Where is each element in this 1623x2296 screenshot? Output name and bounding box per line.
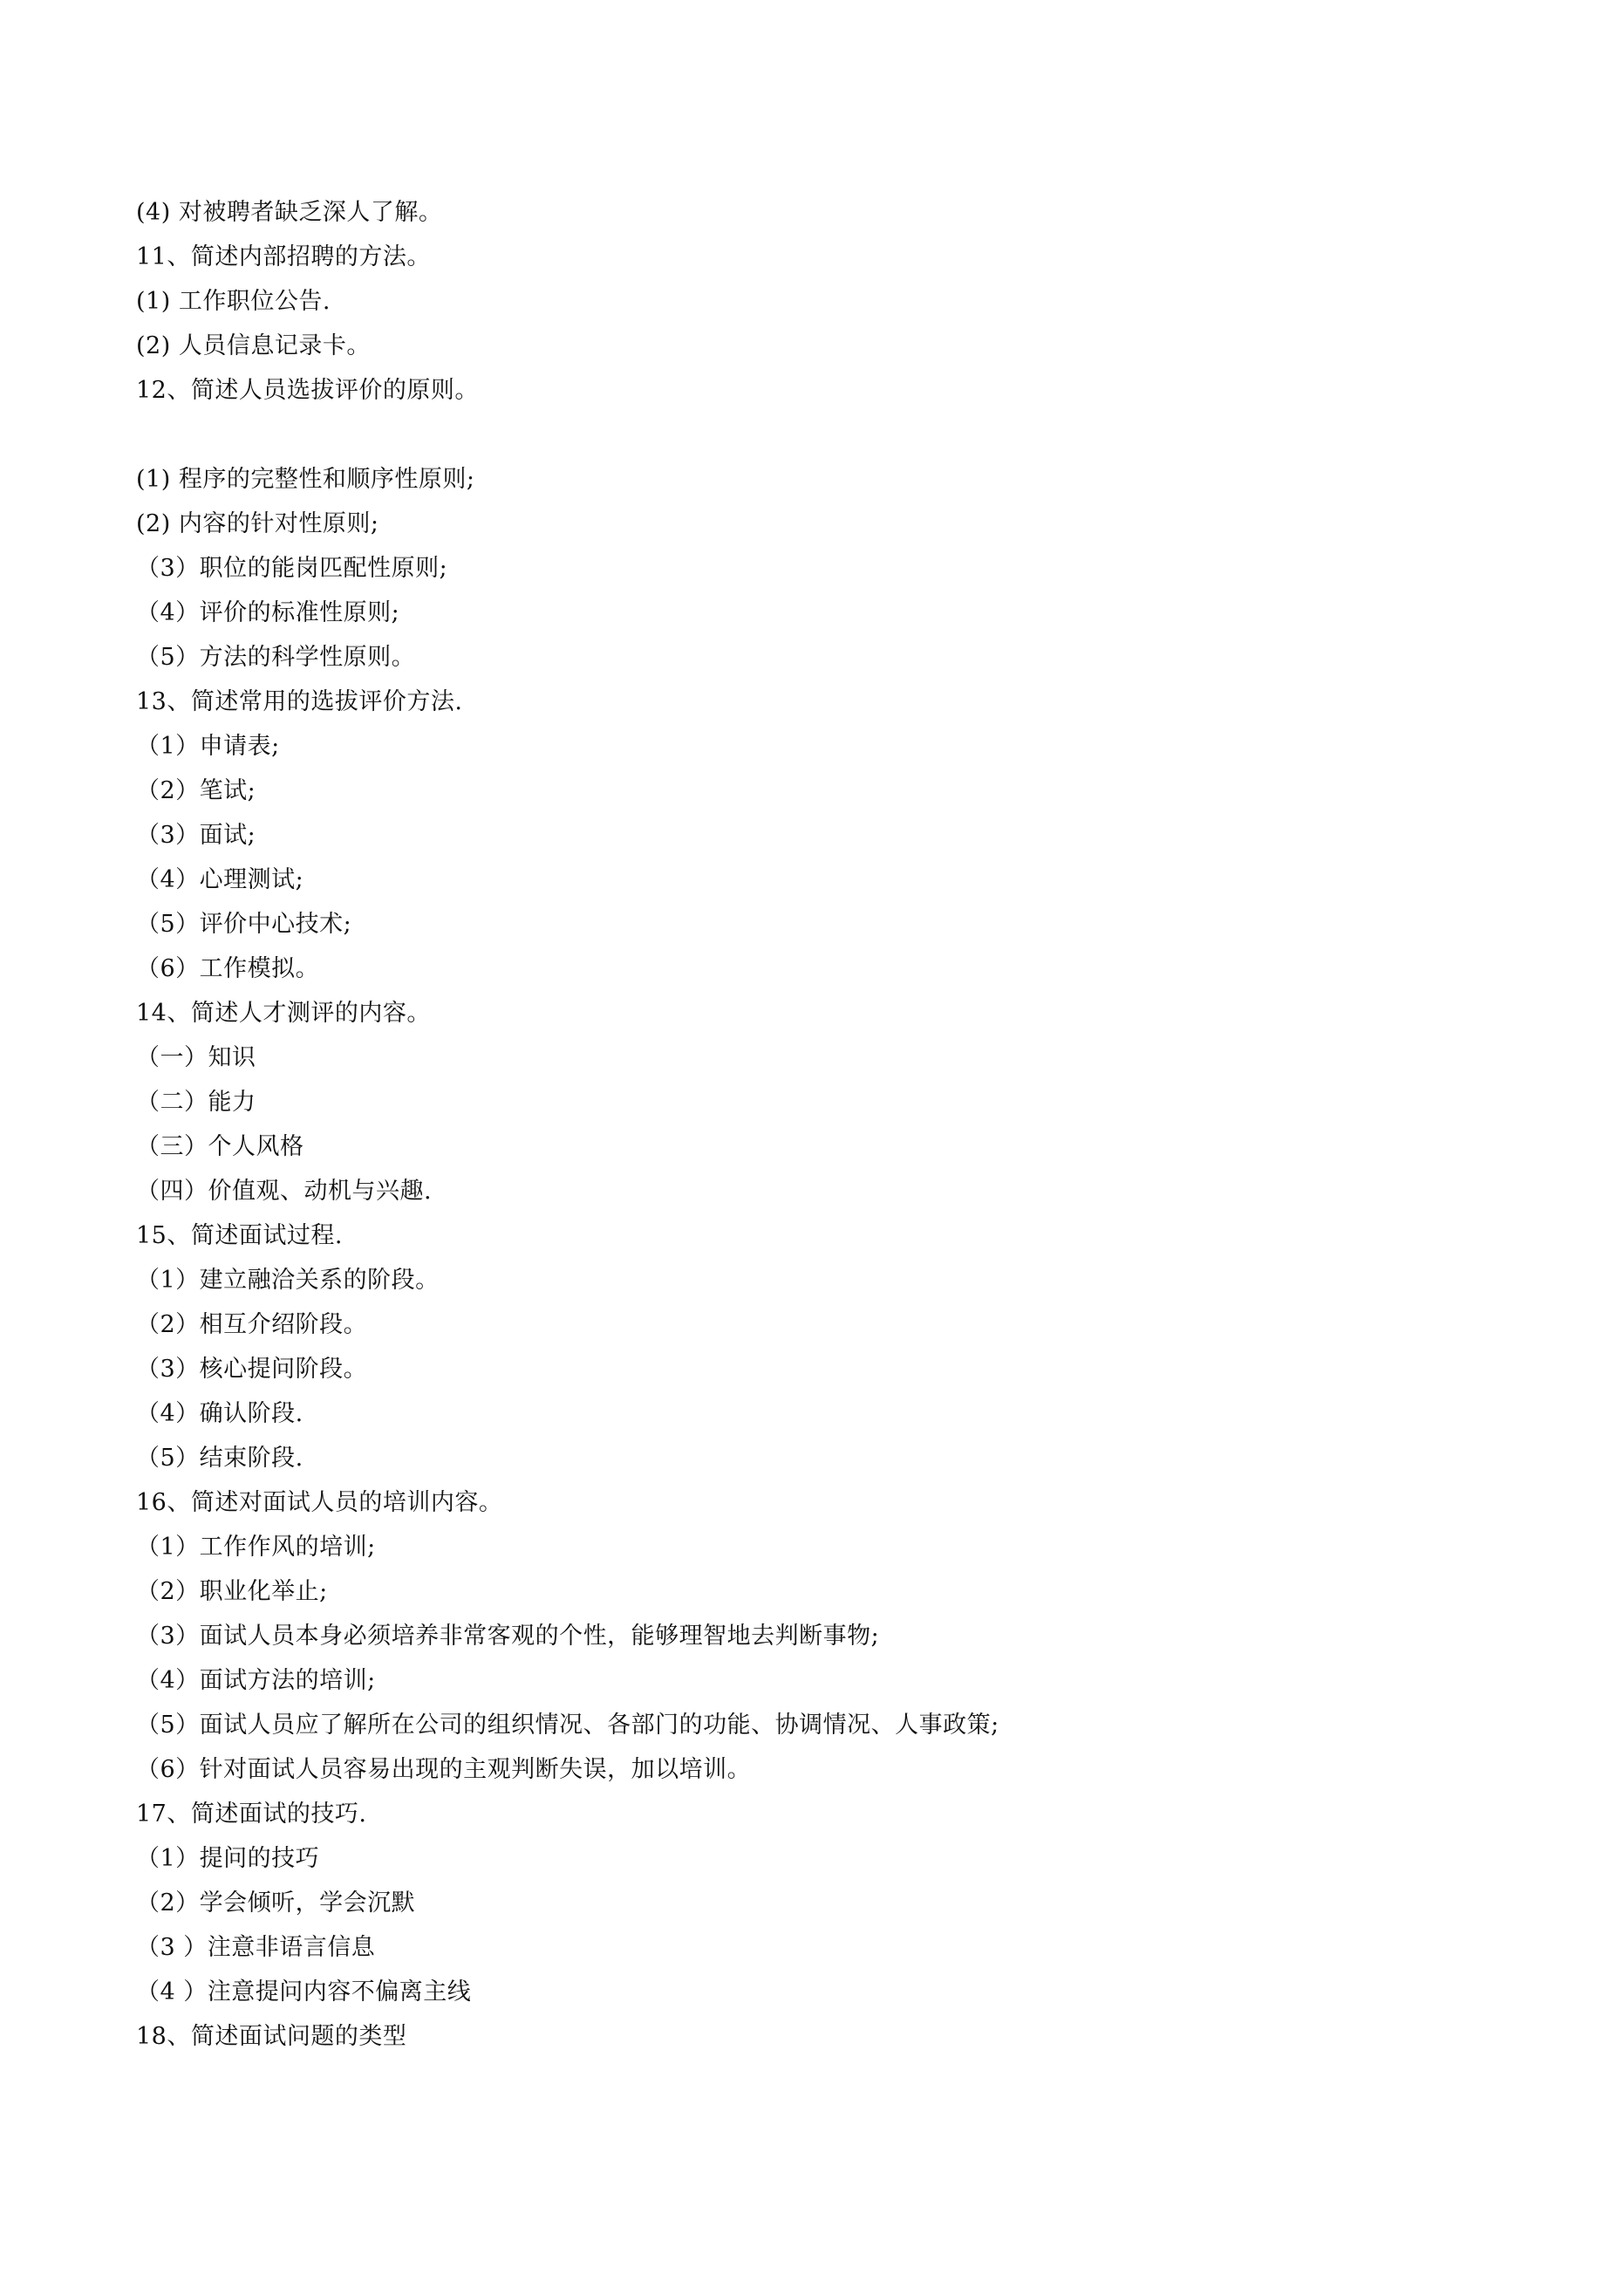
text-line: （3）面试;	[136, 822, 256, 849]
text-line: （2）笔试;	[136, 777, 256, 804]
text-line: （2）职业化举止;	[136, 1578, 328, 1605]
text-line: （5）面试人员应了解所在公司的组织情况、各部门的功能、协调情况、人事政策;	[136, 1712, 999, 1739]
text-line: （2）学会倾听，学会沉默	[136, 1889, 416, 1917]
text-line: （3）职位的能岗匹配性原则;	[136, 555, 448, 582]
text-line: （5）结束阶段.	[136, 1445, 303, 1472]
text-line: （4 ）注意提问内容不偏离主线	[136, 1978, 472, 2006]
text-line: （3 ）注意非语言信息	[136, 1934, 376, 1961]
text-line: （5）方法的科学性原则。	[136, 644, 416, 671]
question-heading: 12、简述人员选拔评价的原则。	[136, 377, 479, 404]
text-line: （四）价值观、动机与兴趣.	[136, 1178, 433, 1205]
question-heading: 16、简述对面试人员的培训内容。	[136, 1489, 503, 1516]
text-line: (1) 程序的完整性和顺序性原则;	[136, 466, 475, 493]
question-heading: 13、简述常用的选拔评价方法.	[136, 688, 463, 715]
text-line: （二）能力	[136, 1089, 256, 1116]
text-line: (1) 工作职位公告.	[136, 288, 331, 315]
text-line: （6）工作模拟。	[136, 955, 320, 982]
document-body	[136, 190, 1497, 2059]
text-line: （3）核心提问阶段。	[136, 1356, 368, 1383]
text-line: （1）提问的技巧	[136, 1845, 320, 1872]
question-heading: 11、简述内部招聘的方法。	[136, 243, 431, 270]
text-line: (2) 人员信息记录卡。	[136, 332, 371, 359]
text-line: （4）评价的标准性原则;	[136, 599, 400, 626]
text-line: （4）心理测试;	[136, 866, 304, 893]
question-heading: 18、简述面试问题的类型	[136, 2023, 407, 2050]
text-line: （2）相互介绍阶段。	[136, 1311, 368, 1338]
text-line: （4）确认阶段.	[136, 1400, 303, 1427]
text-line: （1）申请表;	[136, 733, 280, 760]
text-line: (2) 内容的针对性原则;	[136, 510, 379, 537]
text-line: （1）工作作风的培训;	[136, 1534, 376, 1561]
text-line: （三）个人风格	[136, 1133, 304, 1160]
text-line: （3）面试人员本身必须培养非常客观的个性，能够理智地去判断事物;	[136, 1623, 880, 1650]
text-line: （4）面试方法的培训;	[136, 1667, 376, 1694]
question-heading: 15、简述面试过程.	[136, 1222, 343, 1249]
question-heading: 14、简述人才测评的内容。	[136, 1000, 431, 1027]
text-line: （1）建立融洽关系的阶段。	[136, 1267, 440, 1294]
text-line: （6）针对面试人员容易出现的主观判断失误，加以培训。	[136, 1756, 752, 1783]
text-line: （一）知识	[136, 1044, 256, 1071]
text-line: (4) 对被聘者缺乏深人了解。	[136, 199, 443, 226]
blank-line	[136, 413, 1497, 457]
question-heading: 17、简述面试的技巧.	[136, 1801, 367, 1828]
text-line: （5）评价中心技术;	[136, 911, 352, 938]
